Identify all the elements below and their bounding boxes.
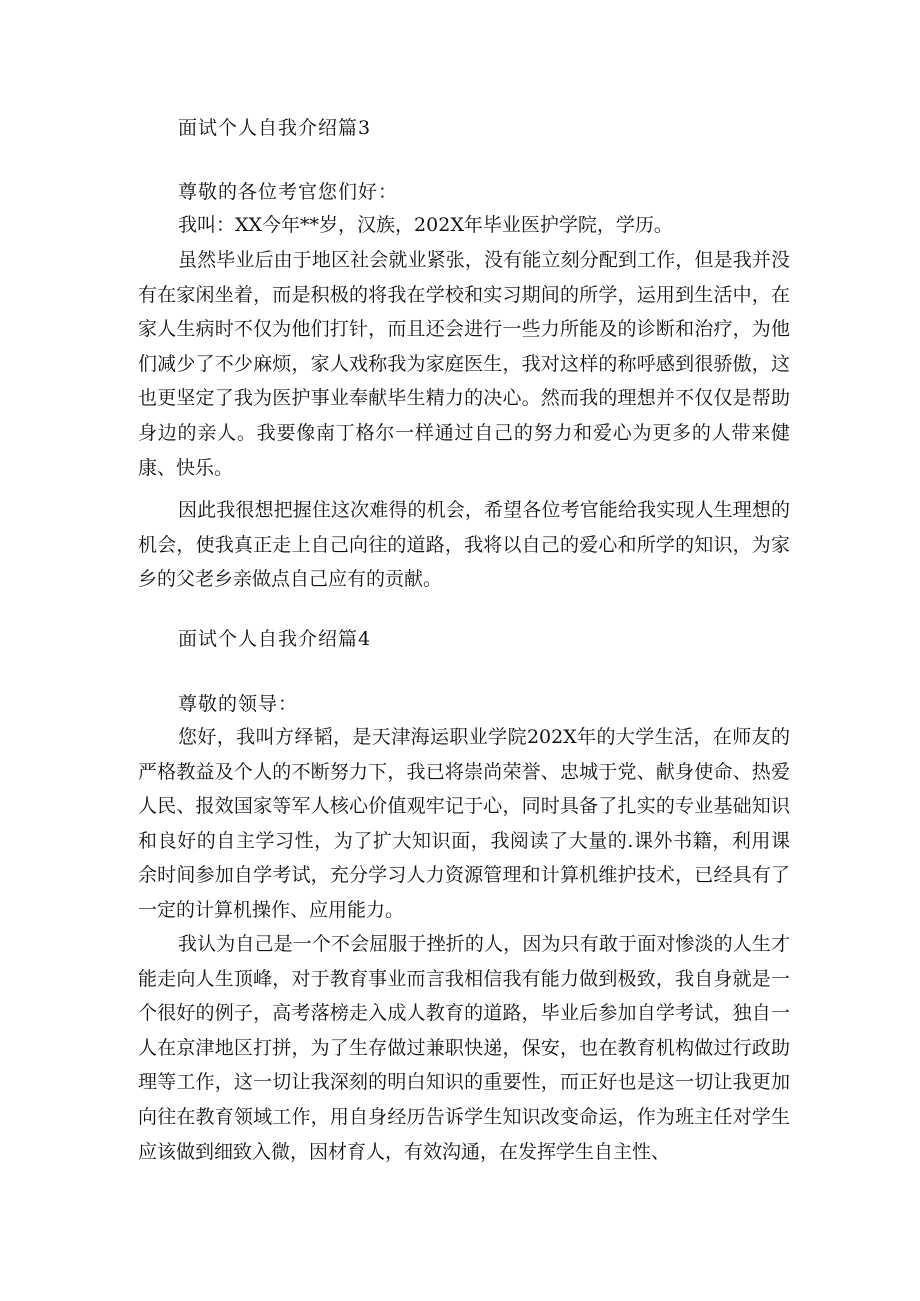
section4-greeting: 尊敬的领导： <box>178 693 299 715</box>
section3-paragraph-2: 虽然毕业后由于地区社会就业紧张，没有能立刻分配到工作，但是我并没有在家闲坐着，而是积极的将我在学校和实习期间的所学，运用到生活中，在家人生病时不仅为他们打针，而且还会进行一些力所能及的诊断和治疗，为他们减少了不少麻烦，家人戏称我为家庭医生，我对这样的称呼感到很骄傲，这也更坚定了我为医护事业奉献毕生精力的决心。然而我的理想并不仅仅是帮助身边的亲人。我要像南丁格尔一样通过自己的努力和爱心为更多的人带来健康、快乐。 <box>138 249 790 479</box>
section3-heading: 面试个人自我介绍篇3 <box>178 117 372 139</box>
section4-paragraph-1: 您好，我叫方绎韬，是天津海运职业学院202X年的大学生活，在师友的严格教益及个人的不断努力下，我已将崇尚荣誉、忠城于党、献身使命、热爱人民、报效国家等军人核心价值观牢记于心，同时具备了扎实的专业基础知识和良好的自主学习性，为了扩大知识面，我阅读了大量的.课外书籍，利用课余时间参加自学考试，充分学习人力资源管理和计算机维护技术，已经具有了一定的计算机操作、应用能力。 <box>138 726 790 921</box>
section3-paragraph-3: 因此我很想把握住这次难得的机会，希望各位考官能给我实现人生理想的机会，使我真正走上自己向往的道路，我将以自己的爱心和所学的知识，为家乡的父老乡亲做点自己应有的贡献。 <box>138 499 790 591</box>
section3-paragraph-1: 我叫：XX今年**岁，汉族，202X年毕业医护学院，学历。 <box>178 214 673 236</box>
section4-paragraph-2: 我认为自己是一个不会屈服于挫折的人，因为只有敢于面对惨淡的人生才能走向人生顶峰，对于教育事业而言我相信我有能力做到极致，我自身就是一个很好的例子，高考落榜走入成人教育的道路，毕业后参加自学考试，独自一人在京津地区打拼，为了生存做过兼职快递，保安，也在教育机构做过行政助理等工作，这一切让我深刻的明白知识的重要性，而正好也是这一切让我更加向往在教育领域工作，用自身经历告诉学生知识改变命运，作为班主任对学生应该做到细致入微，因材育人，有效沟通，在发挥学生自主性、 <box>138 933 790 1163</box>
section3-greeting: 尊敬的各位考官您们好： <box>178 181 399 203</box>
document-page <box>138 0 790 1301</box>
section4-heading: 面试个人自我介绍篇4 <box>178 628 372 650</box>
